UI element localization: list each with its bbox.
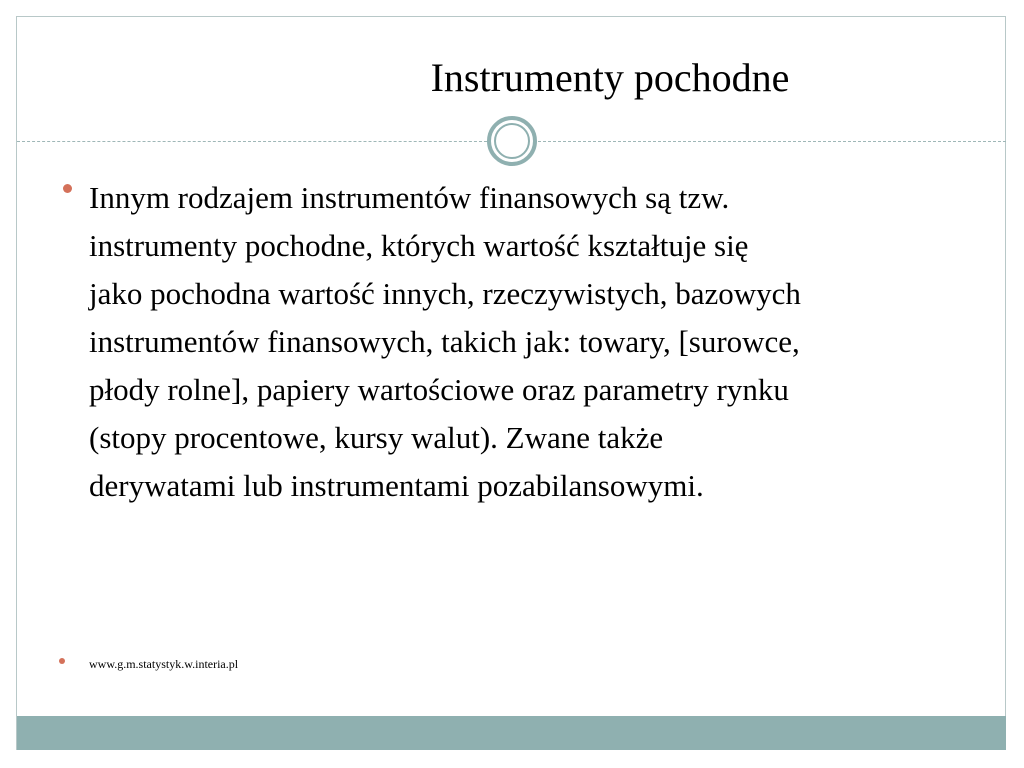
source-link[interactable]: www.g.m.statystyk.w.interia.pl [89,657,239,671]
title-divider-right [538,141,1006,142]
dot-bullet-icon [59,658,65,664]
double-ring-icon [486,115,538,167]
dot-bullet-icon [63,184,72,193]
body-paragraph: Innym rodzajem instrumentów finansowych są tzw. instrumenty pochodne, których wartość kształtuje się jako pochodna wartość innych, rzeczywistych, bazowych instrumentów finansowych, takich jak: towary, [surowce, płody rolne], papiery wartościowe oraz parametry rynku (stopy procentowe, kursy walut). Zwane także derywatami lub instrumentami pozabilansowymi. [89,180,801,503]
footer-band [17,716,1006,750]
slide-title: Instrumenty pochodne [430,55,790,100]
title-divider-left [17,141,487,142]
